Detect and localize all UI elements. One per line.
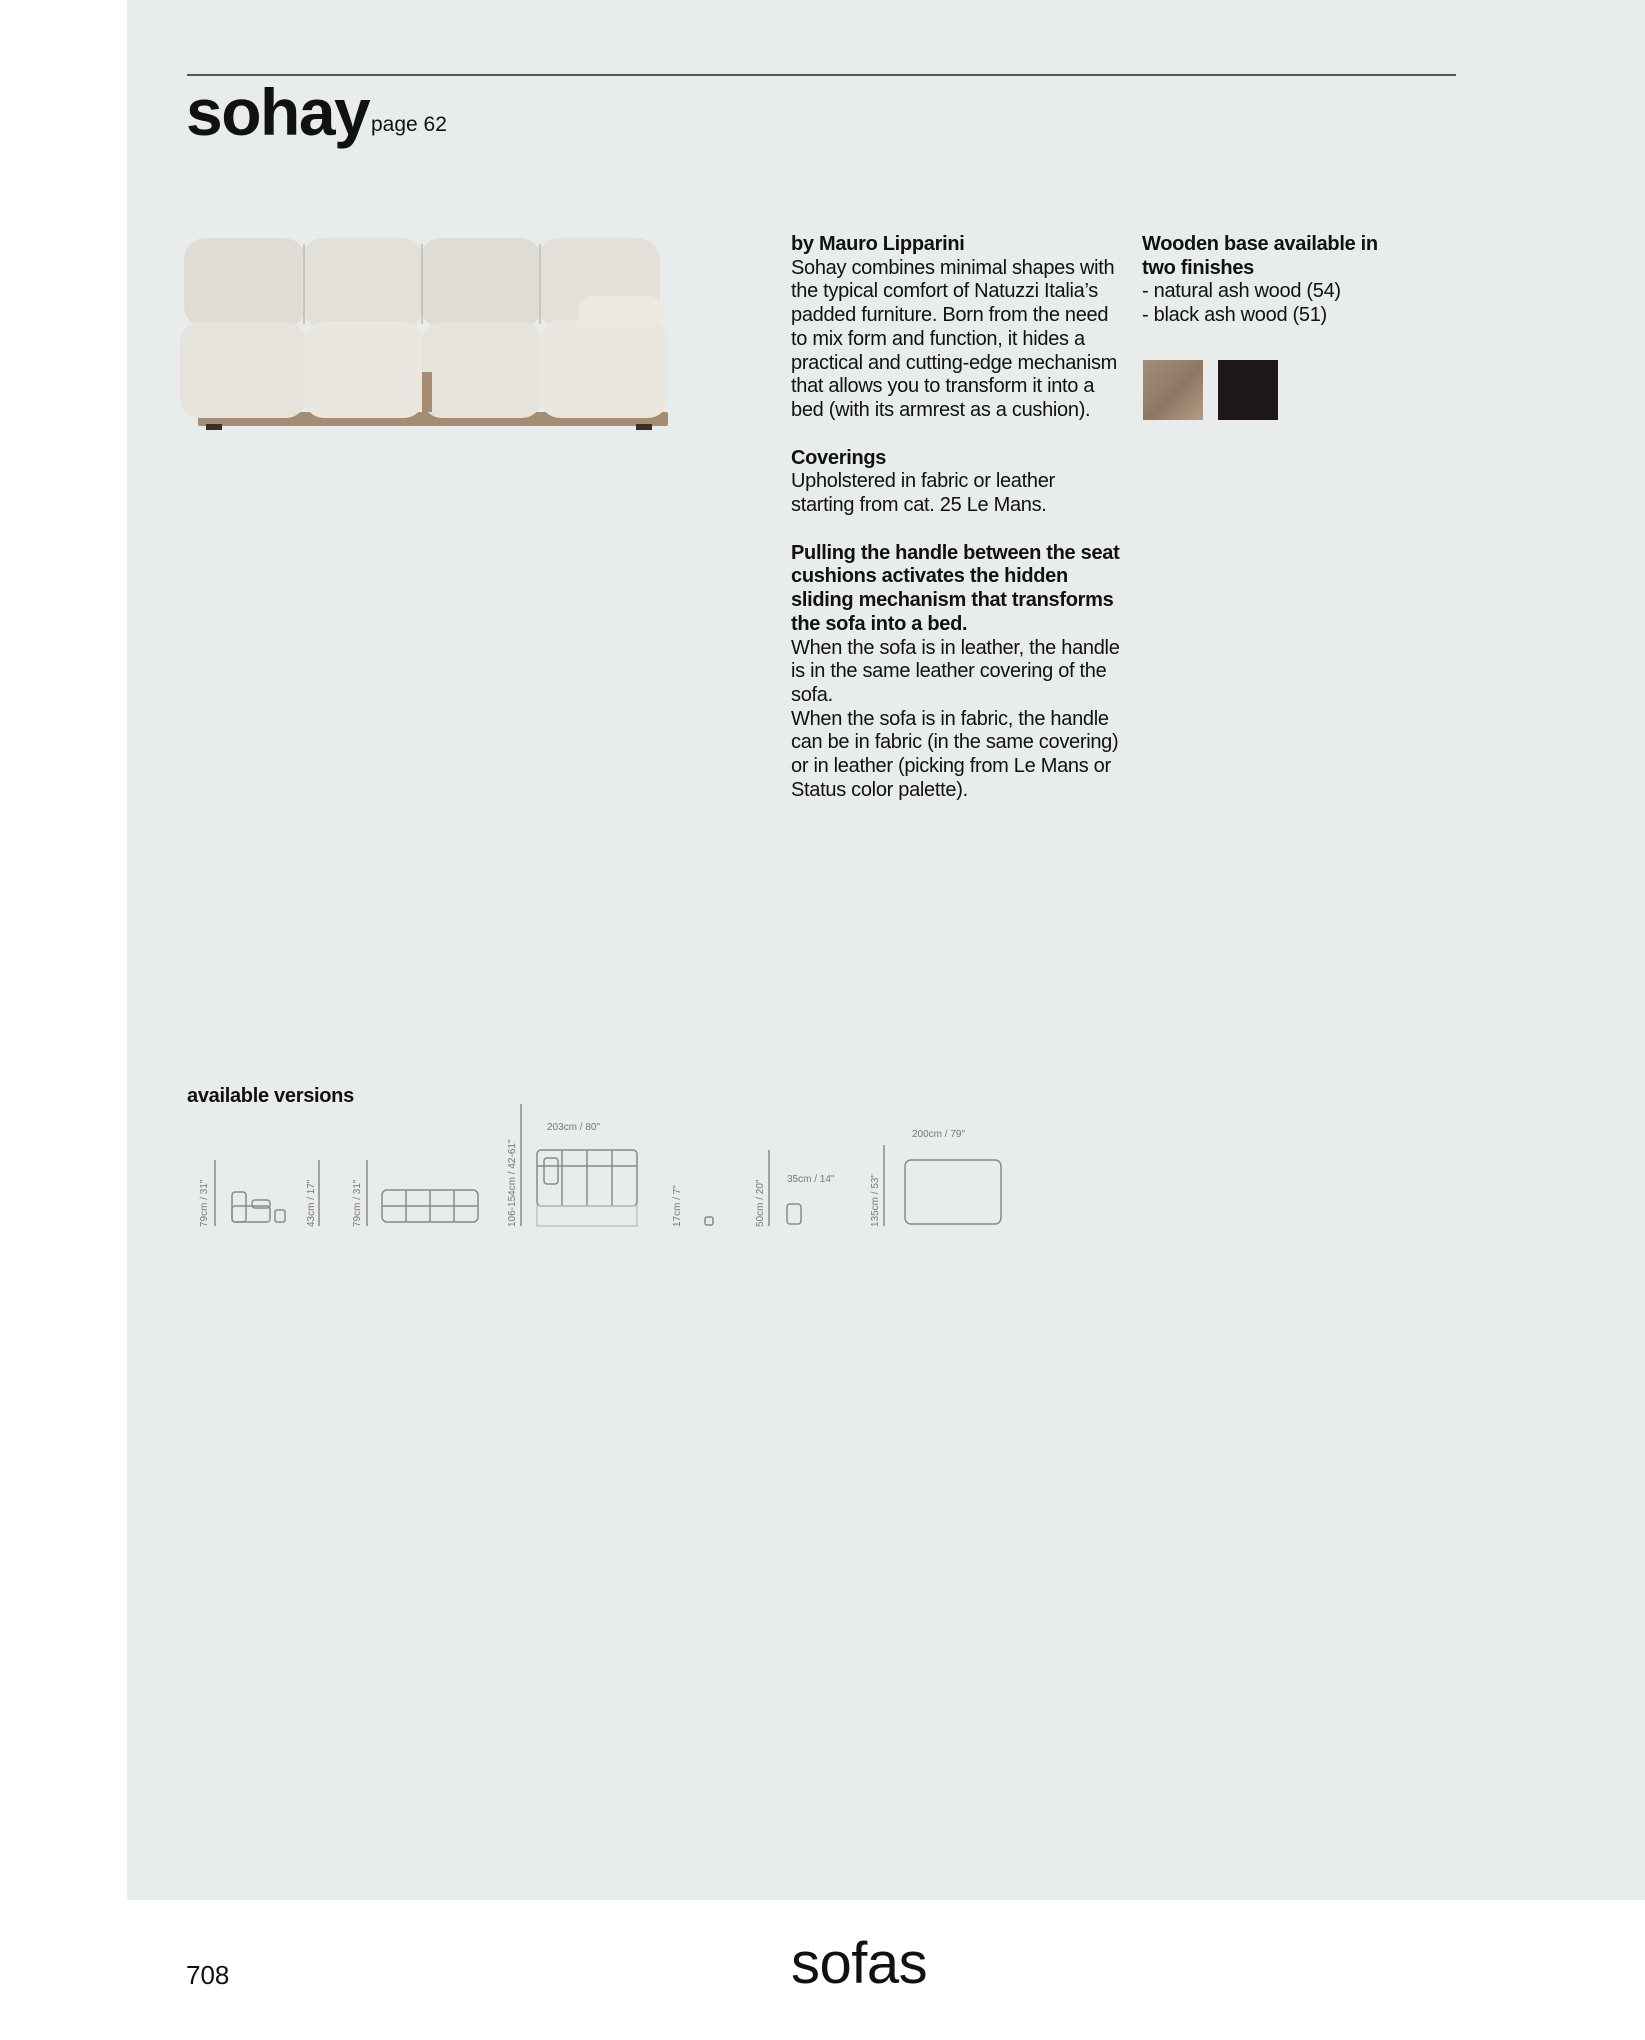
dim-height-2: 43cm / 17" (306, 1179, 317, 1227)
page-number: 708 (186, 1960, 230, 1990)
swatch-natural-ash (1143, 360, 1203, 420)
dim-width-3: 200cm / 79" (912, 1129, 966, 1140)
dim-depth-2: 135cm / 53" (870, 1173, 881, 1227)
dim-height-3: 79cm / 31" (352, 1179, 363, 1227)
dim-height-4: 17cm / 7" (672, 1185, 683, 1227)
intro-text: Sohay combines minimal shapes with the typical comfort of Natuzzi Italia’s padded furniture. Born from the need to mix form and function, it hides a practical and cutting-edge mechanism that allows you to transform it into a bed (with its armrest as a cushion). (791, 256, 1118, 421)
swatch-black-ash (1218, 360, 1278, 420)
finish-item-natural: - natural ash wood (54) (1142, 280, 1341, 303)
finishes-column (1142, 233, 1382, 328)
versions-diagram (187, 1100, 1017, 1240)
versions-label: available versions (187, 1085, 354, 1107)
header-rule (187, 74, 1456, 76)
sofa-image (180, 232, 680, 438)
mechanism-heading: Pulling the handle between the seat cushions activates the hidden sliding mechanism that transforms the sofa into a bed. (791, 541, 1120, 635)
product-title: sohay (186, 75, 370, 149)
page-reference: page 62 (371, 113, 447, 136)
mechanism-text-leather: When the sofa is in leather, the handle is in the same leather covering of the sofa. (791, 636, 1120, 706)
finish-item-black: - black ash wood (51) (1142, 304, 1327, 327)
dim-depth-1: 106-154cm / 42-61" (507, 1139, 518, 1227)
dim-width-2: 35cm / 14" (787, 1174, 835, 1185)
coverings-heading: Coverings (791, 446, 887, 469)
dim-width-1: 203cm / 80" (547, 1122, 601, 1133)
designer: by Mauro Lipparini (791, 233, 965, 255)
dim-height-5: 50cm / 20" (755, 1179, 766, 1227)
dim-height-1: 79cm / 31" (199, 1179, 210, 1227)
finishes-heading: Wooden base available in two finishes (1142, 233, 1378, 279)
mechanism-text-fabric: When the sofa is in fabric, the handle can be in fabric (in the same covering) or in leather (picking from Le Mans or Status color palette). (791, 707, 1119, 801)
description-column (791, 233, 1121, 826)
coverings-text: Upholstered in fabric or leather starting from cat. 25 Le Mans. (791, 470, 1055, 517)
category-title: sofas (791, 1931, 928, 1996)
